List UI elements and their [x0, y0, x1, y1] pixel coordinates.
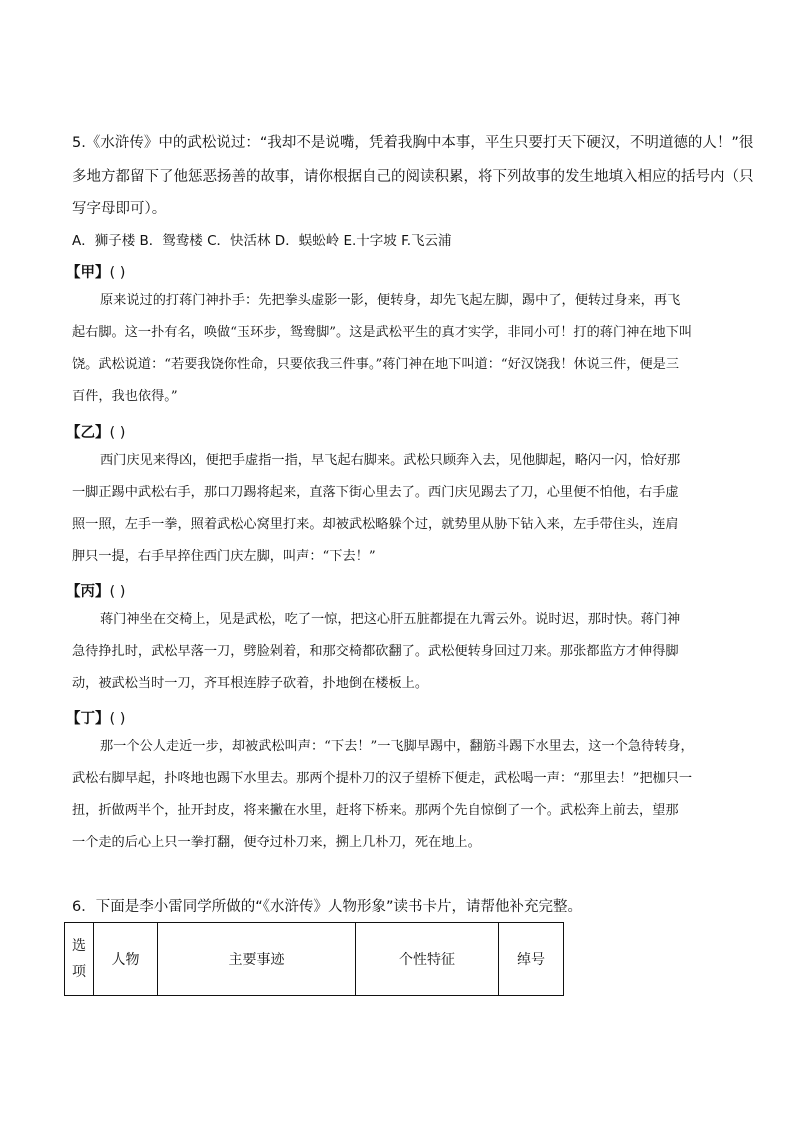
header-option-top: 选 [72, 938, 86, 954]
table-header-row [65, 923, 564, 996]
section-ding-label: 【丁】 [66, 711, 110, 727]
section-ding-blank[interactable]: ( ) [109, 711, 126, 727]
passage-line: 西门庆见来得凶，便把手虚指一指，早飞起右脚来。武松只顾奔入去，见他脚起，略闪一闪，恰好那 [100, 453, 681, 468]
passage-line: 百件，我也依得。” [72, 389, 178, 404]
passage-line: 那一个公人走近一步，却被武松叫声：“下去！”一飞脚早踢中，翻筋斗踢下水里去，这一个急待转身， [100, 739, 694, 754]
q5-line-2: 多地方都留下了他惩恶扬善的故事，请你根据自己的阅读积累，将下列故事的发生地填入相应的括号内（只 [72, 169, 754, 185]
section-jia-blank[interactable]: ( ) [109, 265, 126, 281]
passage-line: 一脚正踢中武松右手，那口刀踢将起来，直落下街心里去了。西门庆见踢去了刀，心里便不怕他，右手虚 [72, 485, 679, 500]
q5-line-1: 5.《水浒传》中的武松说过：“我却不是说嘴，凭着我胸中本事，平生只要打天下硬汉，不明道德的人！”很 [72, 135, 754, 151]
section-yi-blank[interactable]: ( ) [109, 425, 126, 441]
section-yi-passage [72, 445, 732, 573]
passage-line: 蒋门神坐在交椅上，见是武松，吃了一惊，把这心肝五脏都提在九霄云外。说时迟，那时快。蒋门神 [100, 612, 681, 627]
passage-line: 原来说过的打蒋门神扑手：先把拳头虚影一影，便转身，却先飞起左脚，踢中了，便转过身来，再飞 [100, 293, 681, 308]
passage-line: 急待挣扎时，武松早落一刀，劈脸剁着，和那交椅都砍翻了。武松便转身回过刀来。那张都监方才伸得脚 [72, 644, 679, 659]
section-bing-passage [72, 604, 732, 700]
reading-card-table [64, 922, 564, 996]
header-nickname: 绰号 [499, 923, 564, 996]
section-jia-passage [72, 285, 732, 413]
section-bing-blank[interactable]: ( ) [109, 584, 126, 600]
q6-title: 6．下面是李小雷同学所做的“《水浒传》人物形象”读书卡片，请帮他补充完整。 [72, 899, 582, 915]
passage-line: 一个走的后心上只一拳打翻，便夺过朴刀来，搠上几朴刀，死在地上。 [72, 835, 481, 850]
passage-line: 武松右脚早起，扑咚地也踢下水里去。那两个提朴刀的汉子望桥下便走，武松喝一声：“那里去！”把枷只一 [72, 771, 693, 786]
passage-line: 起右脚。这一扑有名，唤做“玉环步，鸳鸯脚”。这是武松平生的真才实学，非同小可！打的蒋门神在地下叫 [72, 325, 693, 340]
passage-line: 胛只一提，右手早捽住西门庆左脚，叫声：“下去！” [72, 549, 376, 564]
section-bing-label: 【丙】 [66, 584, 110, 600]
q5-line-3: 写字母即可）。 [72, 201, 167, 217]
section-label-yi [66, 421, 125, 442]
header-trait: 个性特征 [356, 923, 499, 996]
section-label-ding [66, 707, 125, 728]
passage-line: 扭，折做两半个，扯开封皮，将来撇在水里，赶将下桥来。那两个先自惊倒了一个。武松奔上前去，望那 [72, 803, 679, 818]
header-person: 人物 [94, 923, 158, 996]
q5-options: A．狮子楼 B．鸳鸯楼 C．快活林 D．蜈蚣岭 E.十字坡 F.飞云浦 [72, 233, 452, 249]
section-yi-label: 【乙】 [66, 425, 110, 441]
section-jia-label: 【甲】 [66, 265, 110, 281]
section-ding-passage [72, 731, 732, 859]
passage-line: 动，被武松当时一刀，齐耳根连脖子砍着，扑地倒在楼板上。 [72, 676, 429, 691]
passage-line: 饶。武松说道：“若要我饶你性命，只要依我三件事。”蒋门神在地下叫道：“好汉饶我！休说三件，便是三 [72, 357, 680, 372]
section-label-jia [66, 261, 125, 282]
header-deeds: 主要事迹 [158, 923, 356, 996]
passage-line: 照一照，左手一拳，照着武松心窝里打来。却被武松略躲个过，就势里从胁下钻入来，左手带住头，连肩 [72, 517, 679, 532]
header-option-bottom: 项 [72, 964, 86, 980]
header-option [65, 923, 94, 996]
section-label-bing [66, 580, 125, 601]
